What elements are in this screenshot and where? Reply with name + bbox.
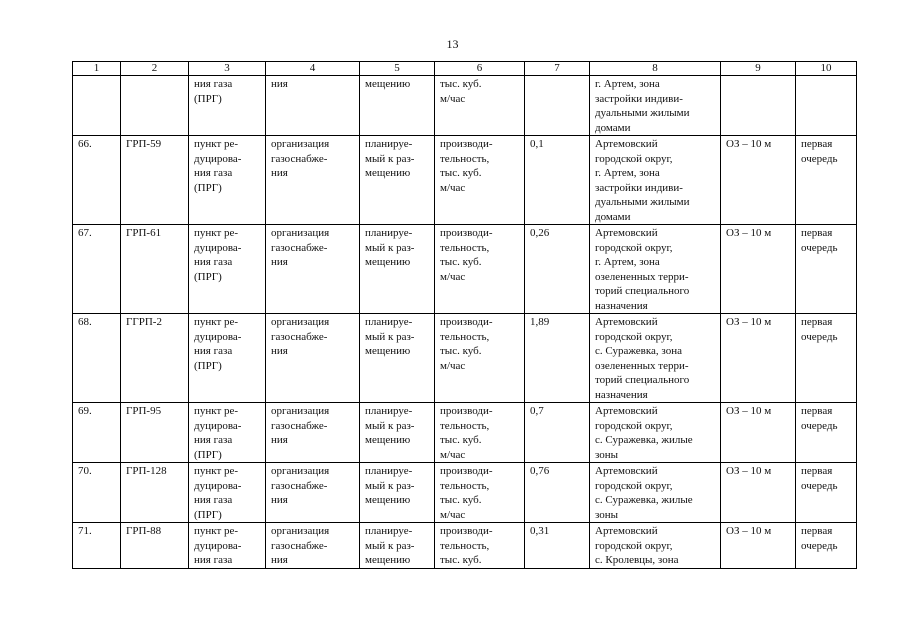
object-parameter: тыс. куб. м/час bbox=[435, 76, 525, 136]
object-status: планируе- мый к раз- мещению bbox=[360, 523, 435, 569]
object-zone: ОЗ – 10 м bbox=[721, 136, 796, 225]
object-name: пункт ре- дуцирова- ния газа (ПРГ) bbox=[189, 225, 266, 314]
object-name: пункт ре- дуцирова- ния газа (ПРГ) bbox=[189, 136, 266, 225]
object-status: планируе- мый к раз- мещению bbox=[360, 463, 435, 523]
table-row bbox=[73, 403, 857, 463]
object-name: пункт ре- дуцирова- ния газа (ПРГ) bbox=[189, 314, 266, 403]
object-parameter: производи- тельность, тыс. куб. м/час bbox=[435, 463, 525, 523]
object-location: Артемовский городской округ, с. Кролевцы, зона bbox=[590, 523, 721, 569]
table-row bbox=[73, 463, 857, 523]
row-number: 69. bbox=[73, 403, 121, 463]
column-header: 8 bbox=[590, 62, 721, 76]
table-row bbox=[73, 225, 857, 314]
object-status: мещению bbox=[360, 76, 435, 136]
column-header: 10 bbox=[796, 62, 857, 76]
object-parameter: производи- тельность, тыс. куб. м/час bbox=[435, 403, 525, 463]
column-header: 9 bbox=[721, 62, 796, 76]
row-number: 68. bbox=[73, 314, 121, 403]
row-number: 66. bbox=[73, 136, 121, 225]
row-number: 67. bbox=[73, 225, 121, 314]
object-parameter: производи- тельность, тыс. куб. м/час bbox=[435, 136, 525, 225]
object-code: ГРП-61 bbox=[121, 225, 189, 314]
object-purpose: ния bbox=[266, 76, 360, 136]
object-location: г. Артем, зона застройки индиви- дуальными жилыми домами bbox=[590, 76, 721, 136]
object-stage: первая очередь bbox=[796, 136, 857, 225]
object-code: ГРП-128 bbox=[121, 463, 189, 523]
object-code: ГРП-59 bbox=[121, 136, 189, 225]
column-header: 7 bbox=[525, 62, 590, 76]
objects-table bbox=[72, 61, 857, 569]
object-zone: ОЗ – 10 м bbox=[721, 463, 796, 523]
object-stage: первая очередь bbox=[796, 225, 857, 314]
object-parameter: производи- тельность, тыс. куб. м/час bbox=[435, 225, 525, 314]
object-stage: первая очередь bbox=[796, 523, 857, 569]
object-location: Артемовский городской округ, с. Суражевка, жилые зоны bbox=[590, 463, 721, 523]
object-zone: ОЗ – 10 м bbox=[721, 523, 796, 569]
object-status: планируе- мый к раз- мещению bbox=[360, 136, 435, 225]
object-code: ГРП-95 bbox=[121, 403, 189, 463]
object-parameter: производи- тельность, тыс. куб. м/час bbox=[435, 314, 525, 403]
table-row bbox=[73, 76, 857, 136]
object-name: пункт ре- дуцирова- ния газа (ПРГ) bbox=[189, 403, 266, 463]
object-value: 0,76 bbox=[525, 463, 590, 523]
object-purpose: организация газоснабже- ния bbox=[266, 136, 360, 225]
object-purpose: организация газоснабже- ния bbox=[266, 225, 360, 314]
row-number: 70. bbox=[73, 463, 121, 523]
object-stage: первая очередь bbox=[796, 463, 857, 523]
object-value: 0,7 bbox=[525, 403, 590, 463]
row-number bbox=[73, 76, 121, 136]
object-name: пункт ре- дуцирова- ния газа bbox=[189, 523, 266, 569]
object-purpose: организация газоснабже- ния bbox=[266, 463, 360, 523]
object-status: планируе- мый к раз- мещению bbox=[360, 403, 435, 463]
object-status: планируе- мый к раз- мещению bbox=[360, 314, 435, 403]
object-name: пункт ре- дуцирова- ния газа (ПРГ) bbox=[189, 463, 266, 523]
row-number: 71. bbox=[73, 523, 121, 569]
object-location: Артемовский городской округ, с. Суражевка, жилые зоны bbox=[590, 403, 721, 463]
column-header: 3 bbox=[189, 62, 266, 76]
object-zone: ОЗ – 10 м bbox=[721, 314, 796, 403]
object-location: Артемовский городской округ, г. Артем, зона застройки индиви- дуальными жилыми домами bbox=[590, 136, 721, 225]
object-code: ГГРП-2 bbox=[121, 314, 189, 403]
table-row bbox=[73, 523, 857, 569]
object-zone bbox=[721, 76, 796, 136]
object-stage: первая очередь bbox=[796, 314, 857, 403]
object-value: 0,31 bbox=[525, 523, 590, 569]
column-header: 1 bbox=[73, 62, 121, 76]
object-purpose: организация газоснабже- ния bbox=[266, 314, 360, 403]
column-header: 2 bbox=[121, 62, 189, 76]
object-parameter: производи- тельность, тыс. куб. bbox=[435, 523, 525, 569]
object-code bbox=[121, 76, 189, 136]
column-header: 5 bbox=[360, 62, 435, 76]
column-header: 4 bbox=[266, 62, 360, 76]
table-row bbox=[73, 136, 857, 225]
object-zone: ОЗ – 10 м bbox=[721, 403, 796, 463]
table-row bbox=[73, 314, 857, 403]
object-value: 1,89 bbox=[525, 314, 590, 403]
object-purpose: организация газоснабже- ния bbox=[266, 403, 360, 463]
column-header: 6 bbox=[435, 62, 525, 76]
object-stage bbox=[796, 76, 857, 136]
object-status: планируе- мый к раз- мещению bbox=[360, 225, 435, 314]
object-value bbox=[525, 76, 590, 136]
object-stage: первая очередь bbox=[796, 403, 857, 463]
object-purpose: организация газоснабже- ния bbox=[266, 523, 360, 569]
object-name: ния газа (ПРГ) bbox=[189, 76, 266, 136]
object-code: ГРП-88 bbox=[121, 523, 189, 569]
object-value: 0,26 bbox=[525, 225, 590, 314]
page-number: 13 bbox=[446, 37, 459, 51]
object-location: Артемовский городской округ, г. Артем, зона озелененных терри- торий специального назначения bbox=[590, 225, 721, 314]
object-location: Артемовский городской округ, с. Суражевка, зона озелененных терри- торий специального назначения bbox=[590, 314, 721, 403]
table-header-row bbox=[73, 62, 857, 76]
object-value: 0,1 bbox=[525, 136, 590, 225]
object-zone: ОЗ – 10 м bbox=[721, 225, 796, 314]
